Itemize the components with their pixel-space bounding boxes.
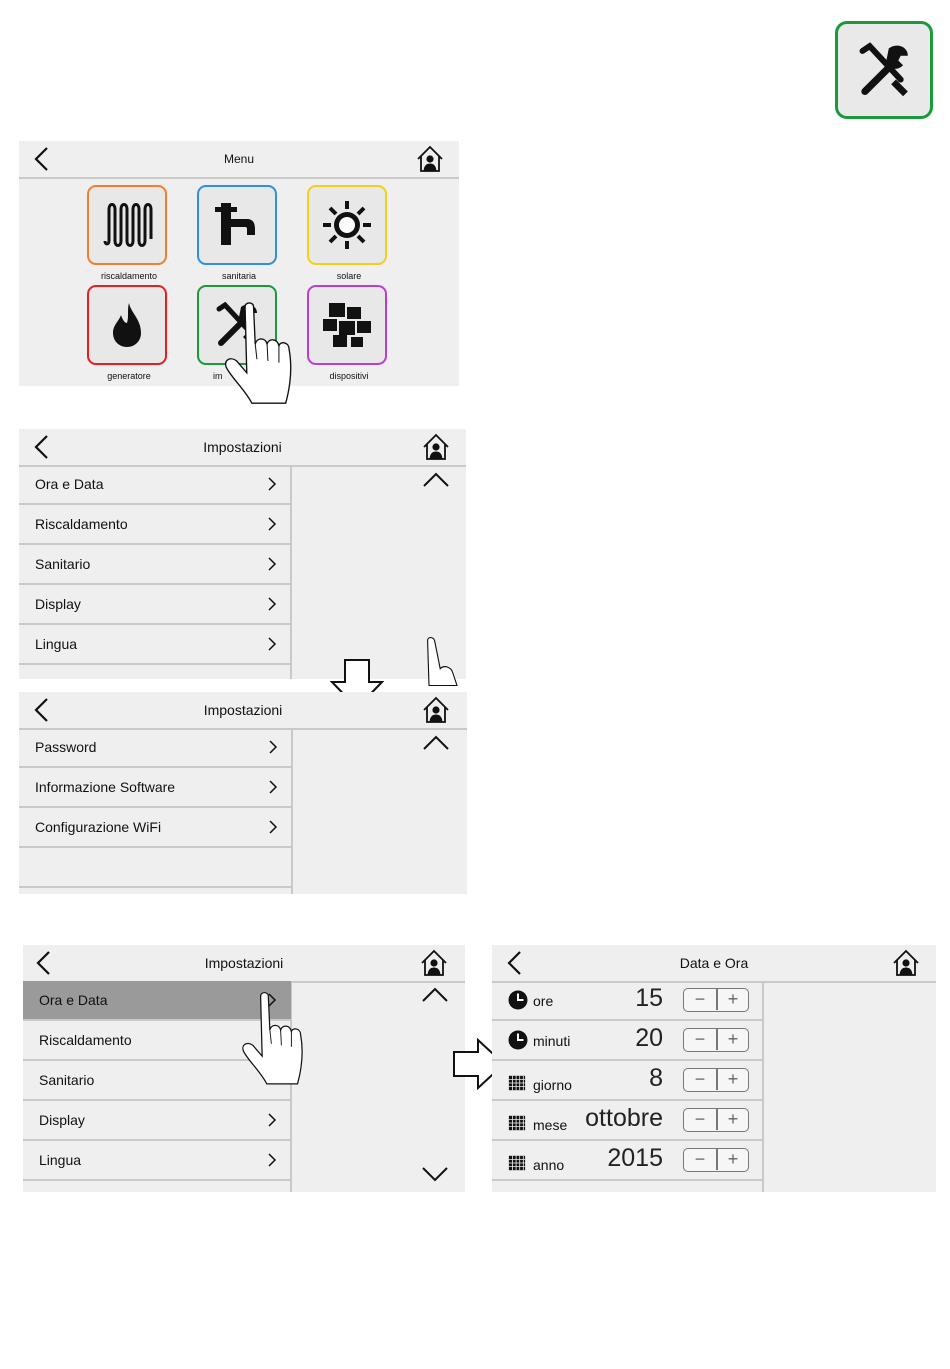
clock-icon: [508, 1030, 528, 1050]
home-icon[interactable]: [421, 432, 451, 462]
devices-icon: [321, 299, 373, 351]
row-value: 8: [649, 1064, 663, 1092]
chevron-right-icon: [268, 740, 278, 754]
menu-label-dispositivi: dispositivi: [329, 371, 369, 381]
row-label: mese: [533, 1117, 568, 1133]
row-value: ottobre: [585, 1104, 663, 1132]
settings-item-label: Lingua: [39, 1152, 82, 1168]
settings-topbar: [23, 945, 465, 983]
home-icon[interactable]: [419, 948, 449, 978]
date-time-row-anno: [492, 1141, 763, 1181]
settings-list: [19, 728, 292, 888]
calendar-icon: [508, 1154, 526, 1172]
settings-item-label: Ora e Data: [35, 476, 104, 492]
row-label: giorno: [533, 1077, 572, 1093]
page-title: Data e Ora: [679, 955, 749, 971]
settings-topbar: [19, 692, 467, 730]
settings-item-informazione-software[interactable]: [19, 768, 292, 808]
home-icon[interactable]: [415, 144, 445, 174]
settings-item-lingua[interactable]: [19, 625, 291, 665]
chevron-right-icon: [267, 1153, 277, 1167]
settings-item-password[interactable]: [19, 728, 292, 768]
faucet-icon: [211, 199, 263, 251]
page-title: Impostazioni: [203, 702, 283, 718]
pointing-hand-icon: [226, 990, 326, 1090]
menu-tile-riscaldamento[interactable]: [87, 185, 167, 265]
value-stepper: [683, 1108, 749, 1132]
sun-icon: [321, 199, 373, 251]
date-time-row-mese: [492, 1101, 763, 1141]
swipe-hand-icon: [408, 636, 478, 686]
date-time-row-ore: [492, 981, 763, 1021]
menu-tile-sanitaria[interactable]: [197, 185, 277, 265]
wrench-screwdriver-icon: [853, 39, 915, 101]
radiator-icon: [101, 199, 153, 251]
value-stepper: [683, 1068, 749, 1092]
chevron-right-icon: [268, 780, 278, 794]
menu-label-sanitaria: sanitaria: [221, 271, 257, 281]
flame-icon: [101, 299, 153, 351]
settings-topbar: [19, 429, 466, 467]
home-icon[interactable]: [421, 695, 451, 725]
chevron-right-icon: [267, 1113, 277, 1127]
decrement-button[interactable]: −: [694, 1109, 706, 1129]
scroll-up-icon[interactable]: [421, 469, 451, 491]
scroll-down-icon[interactable]: [420, 1163, 450, 1185]
settings-item-label: Display: [39, 1112, 85, 1128]
settings-screen-page1: [19, 429, 466, 679]
value-stepper: [683, 988, 749, 1012]
decrement-button[interactable]: −: [694, 1069, 706, 1089]
menu-label-impostazioni-left: im: [213, 371, 223, 381]
settings-item-label: Sanitario: [35, 556, 91, 572]
calendar-icon: [508, 1074, 526, 1092]
date-time-topbar: [492, 945, 936, 983]
decrement-button[interactable]: −: [694, 989, 706, 1009]
chevron-right-icon: [268, 820, 278, 834]
menu-tile-dispositivi[interactable]: [307, 285, 387, 365]
settings-item-display[interactable]: [19, 585, 291, 625]
settings-item-label: Riscaldamento: [39, 1032, 132, 1048]
menu-label-solare: solare: [336, 271, 362, 281]
settings-item-label: Password: [35, 739, 97, 755]
calendar-icon: [508, 1114, 526, 1132]
settings-item-ora-e-data[interactable]: [19, 465, 291, 505]
menu-label-riscaldamento: riscaldamento: [100, 271, 158, 281]
chevron-right-icon: [267, 637, 277, 651]
increment-button[interactable]: +: [727, 1149, 739, 1169]
settings-item-sanitario[interactable]: [19, 545, 291, 585]
decrement-button[interactable]: −: [694, 1149, 706, 1169]
settings-item-label: Riscaldamento: [35, 516, 128, 532]
date-time-list: [492, 981, 763, 1181]
settings-item-label: Configurazione WiFi: [35, 819, 162, 835]
settings-item-empty: [19, 848, 292, 888]
date-time-row-giorno: [492, 1061, 763, 1101]
settings-item-label: Ora e Data: [39, 992, 108, 1008]
scroll-up-icon[interactable]: [420, 984, 450, 1006]
row-label: anno: [533, 1157, 565, 1173]
row-value: 20: [635, 1024, 663, 1052]
pointing-hand-icon: [212, 300, 312, 410]
settings-badge: [835, 21, 933, 119]
row-value: 15: [635, 984, 663, 1012]
chevron-right-icon: [267, 597, 277, 611]
settings-item-label: Informazione Software: [35, 779, 176, 795]
increment-button[interactable]: +: [727, 1069, 739, 1089]
row-label: minuti: [533, 1033, 571, 1049]
page-title: Menu: [223, 152, 255, 166]
value-stepper: [683, 1148, 749, 1172]
settings-screen-page2: [19, 692, 467, 894]
row-label: ore: [533, 993, 554, 1009]
page-title: Impostazioni: [204, 955, 284, 971]
settings-list: [19, 465, 291, 665]
clock-icon: [508, 990, 528, 1010]
row-value: 2015: [607, 1144, 663, 1172]
menu-label-generatore: generatore: [107, 371, 151, 381]
page-title: Impostazioni: [203, 439, 282, 455]
scroll-up-icon[interactable]: [421, 732, 451, 754]
value-stepper: [683, 1028, 749, 1052]
menu-tile-solare[interactable]: [307, 185, 387, 265]
settings-item-lingua[interactable]: [23, 1141, 291, 1181]
date-time-row-minuti: [492, 1021, 763, 1061]
increment-button[interactable]: +: [727, 1109, 739, 1129]
increment-button[interactable]: +: [727, 989, 739, 1009]
increment-button[interactable]: +: [727, 1029, 739, 1049]
settings-item-label: Lingua: [35, 636, 78, 652]
chevron-right-icon: [267, 477, 277, 491]
settings-item-label: Sanitario: [39, 1072, 95, 1088]
decrement-button[interactable]: −: [694, 1029, 706, 1049]
home-icon[interactable]: [891, 948, 921, 978]
settings-item-label: Display: [35, 596, 81, 612]
menu-topbar: [19, 141, 459, 179]
settings-item-riscaldamento[interactable]: [19, 505, 291, 545]
settings-item-configurazione-wifi[interactable]: [19, 808, 292, 848]
settings-item-display[interactable]: [23, 1101, 291, 1141]
chevron-right-icon: [267, 517, 277, 531]
date-time-screen: [492, 945, 936, 1192]
menu-tile-generatore[interactable]: [87, 285, 167, 365]
chevron-right-icon: [267, 557, 277, 571]
